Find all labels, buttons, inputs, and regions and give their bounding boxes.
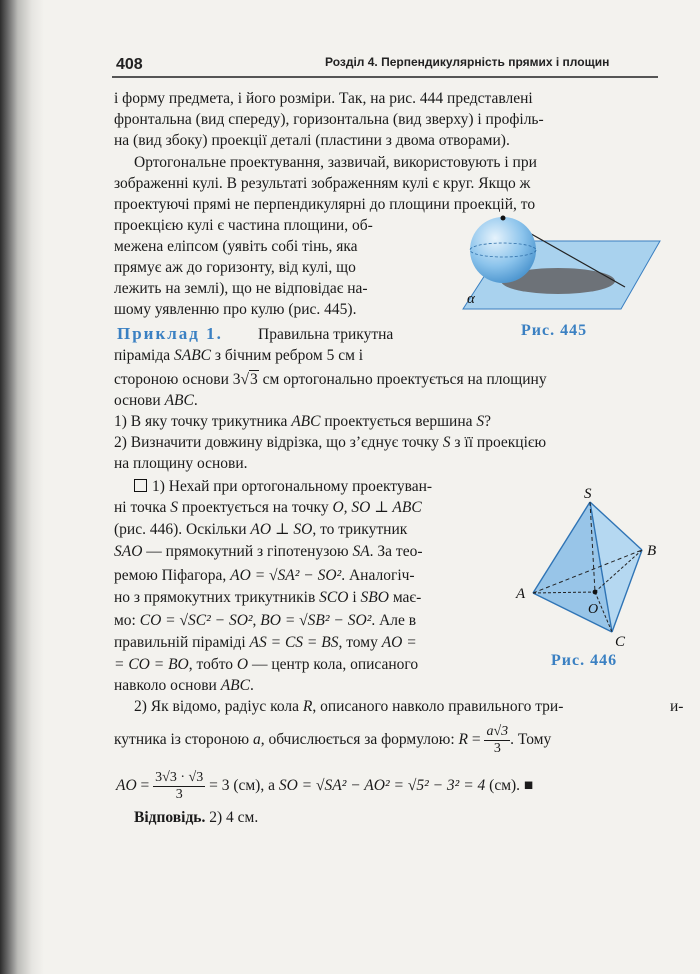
ball: [470, 217, 536, 283]
header-rule: [112, 76, 658, 78]
question-2-line2: на площину основи.: [114, 455, 248, 472]
solution-line3: (рис. 446). Оскільки AO ⊥ SO, то трикутник: [114, 521, 408, 538]
para2-line5: межена еліпсом (уявіть собі тінь, яка: [114, 238, 358, 255]
example-line2: піраміда SABC з бічним ребром 5 см і: [114, 347, 364, 364]
para2-line6: прямує аж до горизонту, від кулі, що: [114, 259, 356, 276]
figure-445-caption: Рис. 445: [521, 322, 588, 339]
label-O: O: [588, 602, 599, 617]
plane-label-alpha: α: [467, 291, 475, 307]
solution-line1: 1) Нехай при ортогональному проектуван-: [134, 477, 432, 497]
para2-line8: шому уявленню про кулю (рис. 445).: [114, 301, 357, 318]
question-1: 1) В яку точку трикутника ABC проектується вершина S?: [114, 413, 492, 430]
part2-line2: кутника із стороною a, обчислюється за формулою: R = $\frac{a√3}{3}$ . Тому: [114, 723, 552, 756]
para1-line2: фронтальна (вид спереду), горизонтальна (вид зверху) і профіль-: [114, 111, 544, 128]
para2-line4: проекцією кулі є частина площини, об-: [114, 217, 373, 234]
answer-line: Відповідь. 2) 4 см.: [134, 809, 259, 826]
part2-line3: AO = $\frac{3√3 \cdot √3}{3}$ = 3 (см), а SO = √SA² − AO² = √5² − 3² = 4 (см). ■: [116, 769, 534, 802]
para2-line2: зображенні кулі. В результаті зображенням кулі є круг. Якщо ж: [114, 175, 531, 192]
solution-line10: навколо основи ABC.: [114, 677, 254, 694]
para1-line1: і форму предмета, і його розміри. Так, на рис. 444 представлені: [114, 90, 533, 107]
figure-446: [508, 485, 668, 650]
label-S: S: [584, 486, 592, 502]
running-head: Розділ 4. Перпендикулярність прямих і площин: [325, 55, 610, 69]
example-line3: стороною основи 3√3 см ортогонально проектується на площину: [114, 371, 547, 388]
ball-top-point: [501, 216, 506, 221]
para2-line7: лежить на землі), що не відповідає на-: [114, 280, 368, 297]
solution-line8: правильній піраміді AS = CS = BS, тому AO =: [114, 634, 417, 651]
example-label: Приклад 1.: [117, 324, 223, 343]
fraction-R: $\frac{a√3}{3}$: [486, 723, 509, 756]
label-B: B: [647, 543, 657, 559]
example-line1: Правильна трикутна: [258, 326, 394, 343]
question-2-line1: 2) Визначити довжину відрізка, що з’єднує точку S з її проекцією: [114, 434, 547, 451]
solution-line5: ремою Піфагора, AO = √SA² − SO². Аналогіч-: [114, 567, 415, 584]
figure-445: [455, 205, 665, 315]
solution-line7: мо: CO = √SC² − SO², BO = √SB² − SO². Але в: [114, 612, 417, 629]
label-C: C: [615, 634, 626, 650]
point-O: [593, 590, 598, 595]
solution-line6: но з прямокутних трикутників SCO і SBO має-: [114, 589, 422, 606]
label-A: A: [516, 586, 526, 602]
figure-446-caption: Рис. 446: [551, 652, 618, 669]
part2-margin-hyphen: и-: [670, 698, 684, 715]
book-binding-shadow: [0, 0, 44, 974]
example-line4: основи ABC.: [114, 392, 198, 409]
para2-line3: проектуючі прямі не перпендикулярні до площини проекцій, то: [114, 196, 536, 213]
fraction-AO: $\frac{3√3 \cdot √3}{3}$: [155, 769, 204, 802]
solution-start-square-icon: [134, 479, 147, 492]
part2-line1: 2) Як відомо, радіус кола R, описаного навколо правильного три-: [134, 698, 564, 715]
solution-line4: SAO — прямокутний з гіпотенузою SA. За тео-: [114, 543, 423, 560]
para2-line1: Ортогональне проектування, зазвичай, використовують і при: [134, 154, 537, 171]
solution-line2: ні точка S проектується на точку O, SO ⊥ ABC: [114, 499, 422, 516]
solution-line9: = CO = BO, тобто O — центр кола, описаного: [114, 656, 419, 673]
page-number: 408: [116, 56, 143, 73]
para1-line3: на (вид збоку) проекції деталі (пластини з двома отворами).: [114, 132, 510, 149]
